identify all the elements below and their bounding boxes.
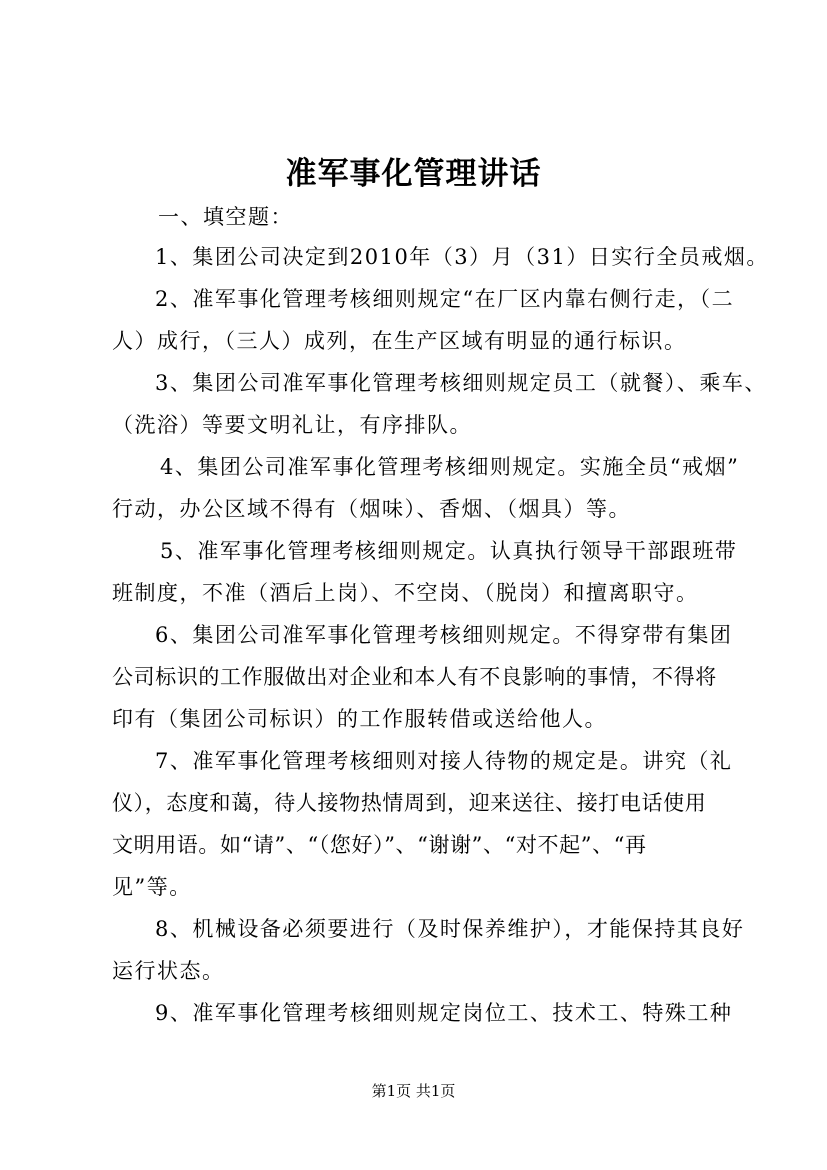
paragraph-line: 印有（集团公司标识）的工作服转借或送给他人。 — [112, 707, 607, 731]
paragraph-line: 运行状态。 — [112, 959, 225, 983]
paragraph-line: 仪），态度和蔼，待人接物热情周到，迎来送往、接打电话使用 — [112, 791, 707, 815]
paragraph-line: 3、集团公司准军事化管理考核细则规定员工（就餐）、乘车、 — [155, 371, 767, 395]
paragraph-line: （洗浴）等要文明礼让，有序排队。 — [112, 413, 472, 437]
paragraph-line: 1、集团公司决定到2010年（3）月（31）日实行全员戒烟。 — [155, 245, 769, 269]
paragraph-line: 行动，办公区域不得有（烟味）、香烟、（烟具）等。 — [112, 497, 631, 521]
paragraph-line: 4、集团公司准军事化管理考核细则规定。实施全员“戒烟” — [160, 455, 740, 479]
paragraph-line: 公司标识的工作服做出对企业和本人有不良影响的事情，不得将 — [112, 665, 717, 689]
paragraph-line: 6、集团公司准军事化管理考核细则规定。不得穿带有集团 — [155, 623, 733, 647]
paragraph-line: 2、准军事化管理考核细则规定“在厂区内靠右侧行走，（二 — [155, 287, 735, 311]
paragraph-line: 一、填空题： — [158, 205, 293, 229]
document-title: 准军事化管理讲话 — [285, 156, 542, 192]
paragraph-line: 7、准军事化管理考核细则对接人待物的规定是。讲究（礼 — [155, 749, 733, 773]
paragraph-line: 9、准军事化管理考核细则规定岗位工、技术工、特殊工种 — [155, 1001, 733, 1025]
paragraph-line: 文明用语。如“请”、“（您好）”、“谢谢”、“对不起”、“再 — [112, 833, 647, 857]
paragraph-line: 班制度，不准（酒后上岗）、不空岗、（脱岗）和擅离职守。 — [112, 581, 699, 605]
paragraph-line: 见”等。 — [112, 875, 192, 899]
paragraph-line: 8、机械设备必须要进行（及时保养维护），才能保持其良好 — [155, 917, 745, 941]
paragraph-line: 人）成行，（三人）成列，在生产区域有明显的通行标识。 — [112, 329, 687, 353]
paragraph-line: 5、准军事化管理考核细则规定。认真执行领导干部跟班带 — [160, 539, 738, 563]
page-footer: 第1页 共1页 — [371, 1082, 456, 1100]
